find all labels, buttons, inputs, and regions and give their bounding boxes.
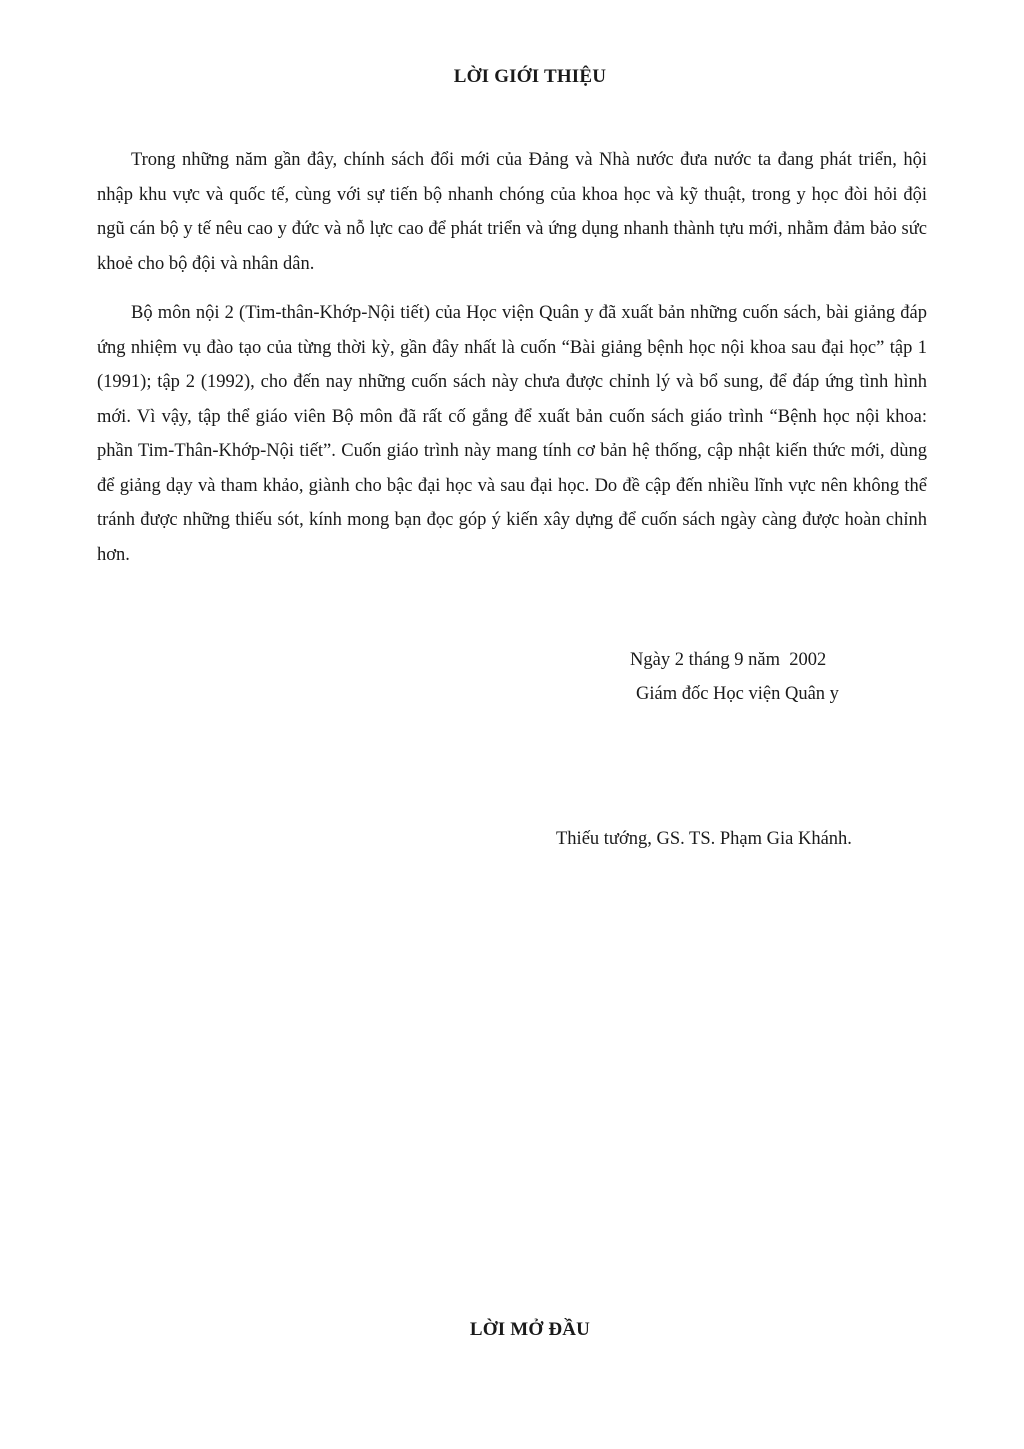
signature-name: Thiếu tướng, GS. TS. Phạm Gia Khánh. — [556, 829, 852, 849]
intro-title: LỜI GIỚI THIỆU — [453, 66, 607, 87]
intro-paragraph-2: Bộ môn nội 2 (Tim-thân-Khớp-Nội tiết) của Học viện Quân y đã xuất bản những cuốn sách, bài giảng đáp ứng nhiệm vụ đào tạo của từng thời kỳ, gần đây nhất là cuốn “Bài giảng bệnh học nội khoa sau đại học” tập 1 (1991); tập 2 (1992), cho đến nay những cuốn sách này chưa được chỉnh lý và bổ sung, để đáp ứng tình hình mới. Vì vậy, tập thể giáo viên Bộ môn đã rất cố gắng để xuất bản cuốn sách giáo trình “Bệnh học nội khoa: phần Tim-Thân-Khớp-Nội tiết”. Cuốn giáo trình này mang tính cơ bản hệ thống, cập nhật kiến thức mới, dùng để giảng dạy và tham khảo, giành cho bậc đại học và sau đại học. Do đề cập đến nhiều lĩnh vực nên không thể tránh được những thiếu sót, kính mong bạn đọc góp ý kiến xây dựng để cuốn sách ngày càng được hoàn chỉnh hơn. — [97, 303, 927, 565]
signature-date: Ngày 2 tháng 9 năm 2002 — [630, 650, 827, 670]
signature-position: Giám đốc Học viện Quân y — [636, 684, 839, 704]
opening-title: LỜI MỞ ĐẦU — [469, 1319, 591, 1340]
intro-paragraph-1: Trong những năm gần đây, chính sách đổi mới của Đảng và Nhà nước đưa nước ta đang phát triển, hội nhập khu vực và quốc tế, cùng với sự tiến bộ nhanh chóng của khoa học và kỹ thuật, trong y học đòi hỏi đội ngũ cán bộ y tế nêu cao y đức và nỗ lực cao để phát triển và ứng dụng nhanh thành tựu mới, nhằm đảm bảo sức khoẻ cho bộ đội và nhân dân. — [97, 150, 927, 274]
